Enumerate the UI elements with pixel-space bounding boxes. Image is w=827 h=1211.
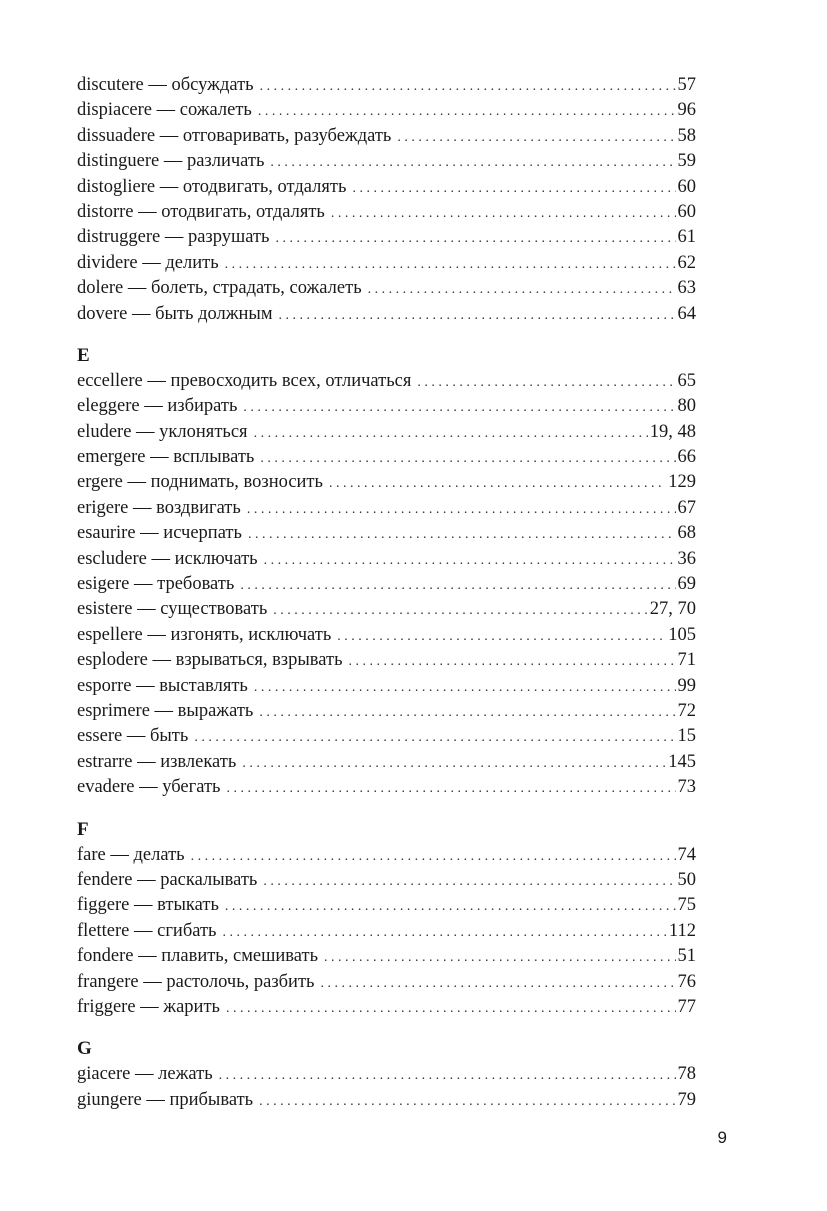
dot-leader: [223, 920, 667, 945]
dot-leader: [219, 1063, 676, 1088]
index-entry: [77, 149, 696, 174]
entry-page-ref: 76: [677, 971, 696, 992]
index-entry: [77, 597, 696, 622]
index-entry: [77, 420, 696, 445]
entry-page-ref: 75: [677, 895, 696, 916]
entry-term: dispiacere — сожалеть: [77, 100, 252, 121]
entry-term: fondere — плавить, смешивать: [77, 946, 319, 967]
entry-term: esplodere — взрываться, взрывать: [77, 650, 343, 671]
index-entry: [77, 995, 696, 1020]
dot-leader: [225, 894, 676, 919]
index-section: [77, 343, 696, 801]
index-entry: [77, 394, 696, 419]
index-entry: [77, 868, 696, 893]
page-number: 9: [717, 1128, 727, 1147]
index-section: [77, 1036, 696, 1113]
entry-page-ref: 57: [677, 75, 696, 95]
section-letter-heading: G: [77, 1038, 92, 1060]
index-entry: [77, 276, 696, 301]
entry-page-ref: 59: [677, 151, 696, 172]
entry-page-ref: 62: [677, 252, 696, 273]
index-entry: [77, 623, 696, 648]
entry-term: esistere — существовать: [77, 599, 268, 620]
entry-term: frangere — растолочь, разбить: [77, 971, 315, 992]
dot-leader: [263, 869, 675, 894]
dot-leader: [240, 573, 675, 598]
entry-page-ref: 77: [677, 996, 696, 1017]
index-entry: [77, 225, 696, 250]
entry-term: estrarre — извлекать: [77, 751, 237, 772]
entry-term: escludere — исключать: [77, 548, 258, 569]
index-entry: [77, 302, 696, 327]
index-entry: [77, 572, 696, 597]
entry-term: discutere — обсуждать: [77, 75, 254, 95]
dot-leader: [264, 548, 676, 573]
entry-page-ref: 27, 70: [649, 599, 696, 620]
entry-page-ref: 60: [677, 176, 696, 197]
index-entry: [77, 369, 696, 394]
dot-leader: [226, 776, 675, 801]
entry-page-ref: 145: [668, 751, 696, 772]
entry-term: espellere — изгонять, исключать: [77, 624, 332, 645]
entry-term: dolere — болеть, страдать, сожалеть: [77, 278, 362, 299]
index-entry: [77, 445, 696, 470]
entry-term: ergere — поднимать, возносить: [77, 472, 323, 493]
dot-leader: [368, 277, 676, 302]
entry-page-ref: 67: [677, 497, 696, 518]
entry-page-ref: 105: [668, 624, 696, 645]
entry-term: friggere — жарить: [77, 996, 220, 1017]
section-letter-heading: F: [77, 818, 89, 840]
index-section: [77, 817, 696, 1021]
dot-leader: [352, 176, 675, 201]
index-entry: [77, 175, 696, 200]
entry-term: eccellere — превосходить всех, отличаться: [77, 370, 412, 391]
index-entry: [77, 674, 696, 699]
entry-term: eleggere — избирать: [77, 396, 238, 417]
dot-leader: [258, 99, 676, 124]
entry-term: erigere — воздвигать: [77, 497, 241, 518]
index-entry: [77, 200, 696, 225]
dot-leader: [276, 226, 676, 251]
index-entry: [77, 699, 696, 724]
entry-page-ref: 80: [677, 396, 696, 417]
entry-page-ref: 72: [677, 700, 696, 721]
dot-leader: [417, 370, 675, 395]
entry-page-ref: 78: [677, 1064, 696, 1085]
entry-term: esprimere — выражать: [77, 700, 254, 721]
entry-page-ref: 68: [677, 523, 696, 544]
entry-term: esporre — выставлять: [77, 675, 248, 696]
dot-leader: [329, 471, 666, 496]
index-entry: [77, 1088, 696, 1113]
dot-leader: [248, 522, 676, 547]
dot-leader: [270, 150, 675, 175]
index-entry: [77, 750, 696, 775]
dot-leader: [260, 446, 675, 471]
entry-page-ref: 51: [677, 946, 696, 967]
index-section: [77, 73, 696, 327]
entry-term: flettere — сгибать: [77, 920, 217, 941]
entry-term: distorre — отодвигать, отдалять: [77, 201, 325, 222]
entry-page-ref: 79: [677, 1089, 696, 1110]
dot-leader: [331, 201, 676, 226]
dot-leader: [279, 303, 676, 328]
index-entry: [77, 893, 696, 918]
dot-leader: [259, 1089, 675, 1114]
entry-term: essere — быть: [77, 726, 189, 747]
entry-page-ref: 66: [677, 447, 696, 468]
entry-term: distinguere — различать: [77, 151, 265, 172]
dot-leader: [273, 598, 647, 623]
entry-page-ref: 65: [677, 370, 696, 391]
dot-leader: [194, 725, 675, 750]
section-letter-heading: E: [77, 344, 90, 366]
entry-term: dissuadere — отговаривать, разубеждать: [77, 125, 392, 146]
entry-term: figgere — втыкать: [77, 895, 219, 916]
dot-leader: [247, 497, 676, 522]
dot-leader: [320, 971, 675, 996]
index-entry: [77, 251, 696, 276]
entry-page-ref: 99: [677, 675, 696, 696]
index-entry: [77, 1062, 696, 1087]
entry-term: distruggere — разрушать: [77, 227, 270, 248]
dot-leader: [259, 700, 675, 725]
entry-term: emergere — всплывать: [77, 447, 255, 468]
entry-term: dividere — делить: [77, 252, 219, 273]
index-entry: [77, 98, 696, 123]
entry-term: fendere — раскалывать: [77, 869, 258, 890]
verb-index: [77, 73, 696, 1113]
entry-page-ref: 19, 48: [649, 421, 696, 442]
dot-leader: [324, 945, 675, 970]
entry-page-ref: 15: [677, 726, 696, 747]
entry-page-ref: 36: [677, 548, 696, 569]
index-entry: [77, 124, 696, 149]
index-entry: [77, 521, 696, 546]
entry-page-ref: 60: [677, 201, 696, 222]
index-entry: [77, 843, 696, 868]
index-entry: [77, 775, 696, 800]
entry-term: distogliere — отодвигать, отдалять: [77, 176, 347, 197]
entry-page-ref: 64: [677, 303, 696, 324]
entry-page-ref: 74: [677, 844, 696, 865]
entry-term: eludere — уклоняться: [77, 421, 248, 442]
dot-leader: [226, 996, 676, 1021]
index-entry: [77, 496, 696, 521]
entry-page-ref: 129: [668, 472, 696, 493]
index-entry: [77, 919, 696, 944]
entry-page-ref: 71: [677, 650, 696, 671]
index-entry: [77, 944, 696, 969]
dot-leader: [242, 751, 666, 776]
index-entry: [77, 648, 696, 673]
entry-page-ref: 50: [677, 869, 696, 890]
dot-leader: [254, 675, 676, 700]
index-entry: [77, 547, 696, 572]
index-entry: [77, 73, 696, 98]
entry-page-ref: 69: [677, 574, 696, 595]
index-entry: [77, 724, 696, 749]
dot-leader: [337, 624, 666, 649]
dot-leader: [254, 421, 648, 446]
entry-term: dovere — быть должным: [77, 303, 273, 324]
entry-page-ref: 96: [677, 100, 696, 121]
dot-leader: [397, 125, 675, 150]
dot-leader: [191, 844, 676, 869]
entry-page-ref: 58: [677, 125, 696, 146]
index-entry: [77, 970, 696, 995]
dot-leader: [349, 649, 676, 674]
entry-term: giacere — лежать: [77, 1064, 213, 1085]
entry-term: evadere — убегать: [77, 777, 221, 798]
entry-term: giungere — прибывать: [77, 1089, 254, 1110]
index-entry: [77, 470, 696, 495]
entry-term: esaurire — исчерпать: [77, 523, 242, 544]
dot-leader: [243, 395, 675, 420]
dot-leader: [225, 252, 676, 277]
dot-leader: [260, 74, 676, 99]
entry-page-ref: 61: [677, 227, 696, 248]
entry-term: esigere — требовать: [77, 574, 235, 595]
entry-page-ref: 63: [677, 278, 696, 299]
entry-page-ref: 112: [668, 920, 696, 941]
entry-term: fare — делать: [77, 844, 185, 865]
entry-page-ref: 73: [677, 777, 696, 798]
